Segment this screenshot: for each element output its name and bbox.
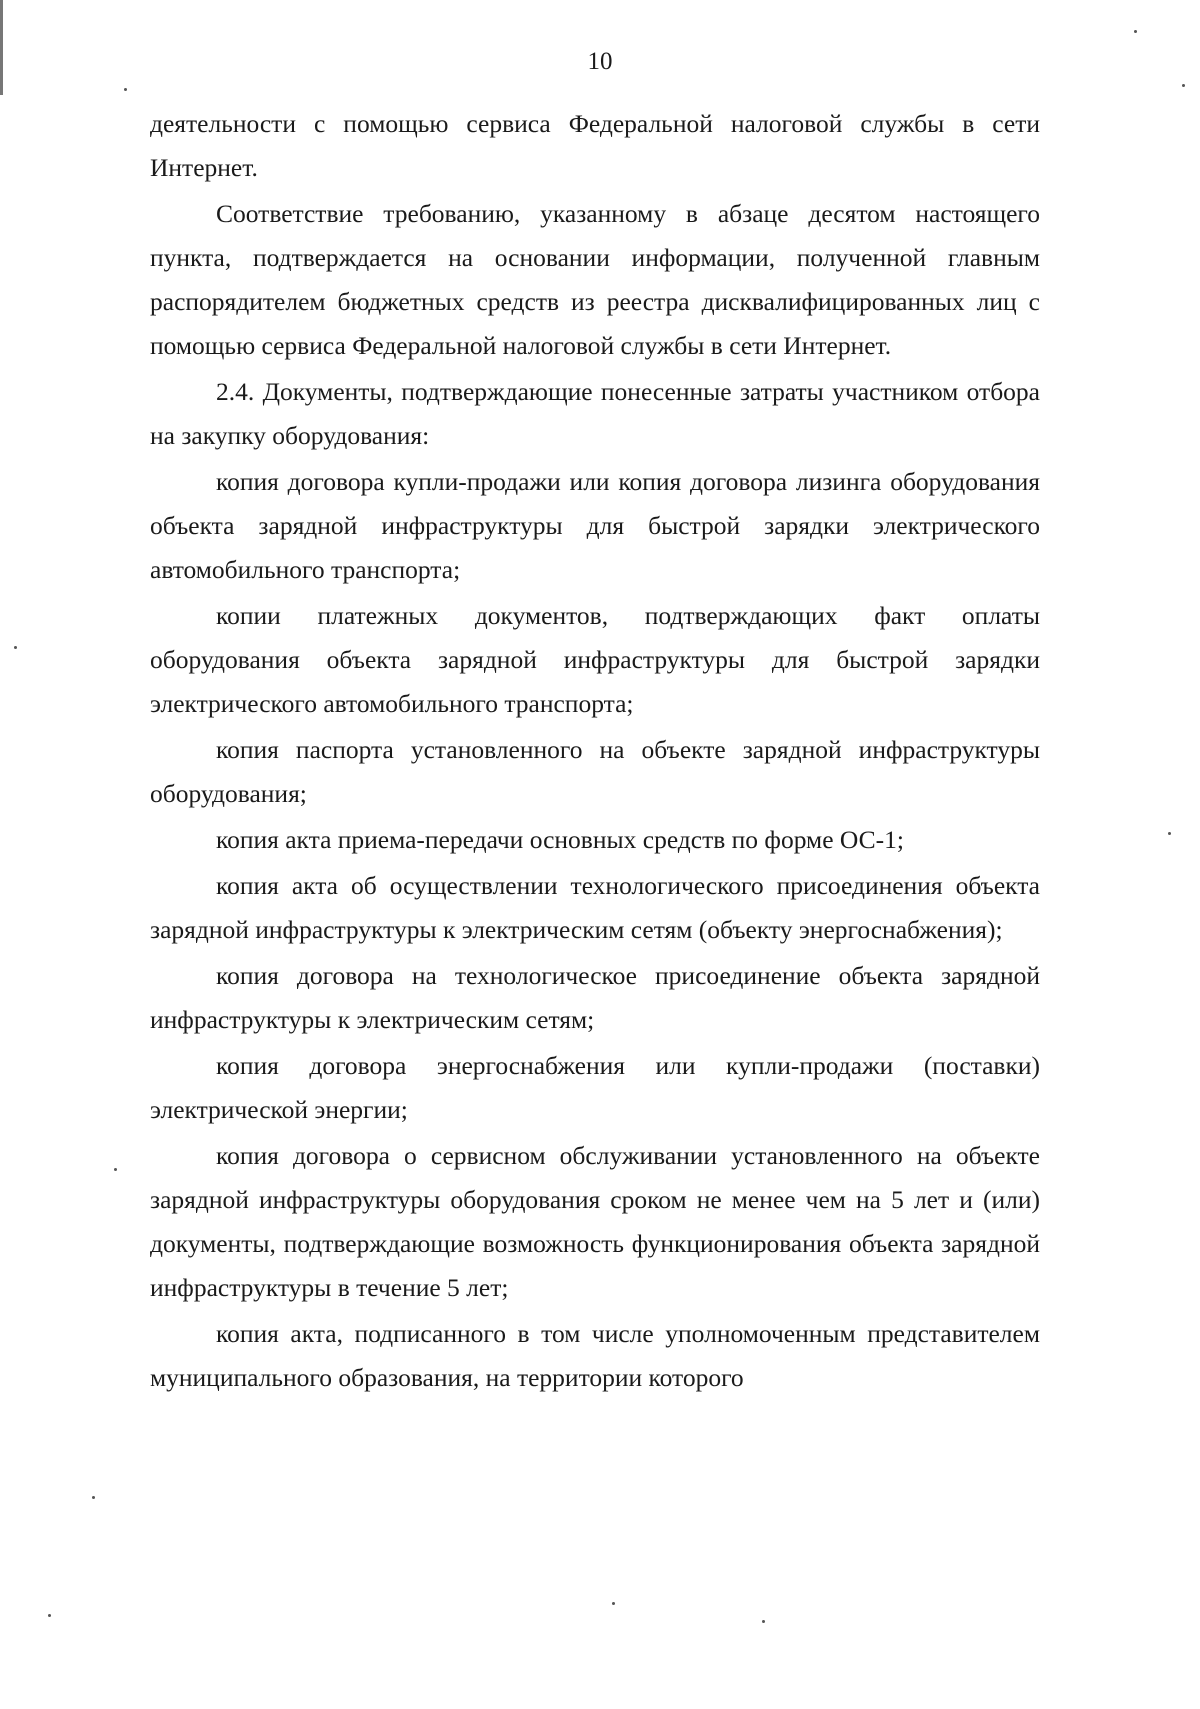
scan-speck	[1168, 832, 1171, 835]
scan-speck	[114, 1168, 117, 1171]
paragraph-continuation: деятельности с помощью сервиса Федеральной налоговой службы в сети Интернет.	[150, 109, 1040, 182]
list-item-service-contract: копия договора о сервисном обслуживании установленного на объекте зарядной инфраструктуры оборудования сроком не менее чем на 5 лет и (или) документы, подтверждающие возможность функционирования объекта зарядной инфраструктуры в течение 5 лет;	[150, 1141, 1040, 1302]
list-item-equipment-passport: копия паспорта установленного на объекте зарядной инфраструктуры оборудования;	[150, 735, 1040, 808]
scan-speck	[124, 88, 127, 91]
paragraph-compliance-requirement: Соответствие требованию, указанному в абзаце десятом настоящего пункта, подтверждается на основании информации, полученной главным распорядителем бюджетных средств из реестра дисквалифицированных лиц с помощью сервиса Федеральной налоговой службы в сети Интернет.	[150, 199, 1040, 360]
paragraph-section-2-4: 2.4. Документы, подтверждающие понесенные затраты участником отбора на закупку оборудования:	[150, 377, 1040, 450]
scan-speck	[762, 1620, 765, 1623]
list-item-energy-contract: копия договора энергоснабжения или купли-продажи (поставки) электрической энергии;	[150, 1051, 1040, 1124]
scan-speck	[1182, 84, 1185, 87]
scan-speck	[92, 1496, 95, 1499]
list-item-signed-act: копия акта, подписанного в том числе уполномоченным представителем муниципального образования, на территории которого	[150, 1319, 1040, 1392]
list-item-connection-contract: копия договора на технологическое присоединение объекта зарядной инфраструктуры к электрическим сетям;	[150, 961, 1040, 1034]
scan-speck	[612, 1602, 615, 1605]
page-number: 10	[587, 48, 613, 75]
scan-speck	[14, 646, 17, 649]
scan-speck	[48, 1614, 51, 1617]
list-item-purchase-contract: копия договора купли-продажи или копия договора лизинга оборудования объекта зарядной инфраструктуры для быстрой зарядки электрического автомобильного транспорта;	[150, 467, 1040, 584]
scan-speck	[1134, 30, 1137, 33]
list-item-os1-act: копия акта приема-передачи основных средств по форме ОС-1;	[216, 825, 904, 854]
document-body	[150, 102, 1040, 1400]
list-item-payment-documents: копии платежных документов, подтверждающих факт оплаты оборудования объекта зарядной инфраструктуры для быстрой зарядки электрического автомобильного транспорта;	[150, 601, 1040, 718]
list-item-connection-act: копия акта об осуществлении технологического присоединения объекта зарядной инфраструктуры к электрическим сетям (объекту энергоснабжения);	[150, 871, 1040, 944]
